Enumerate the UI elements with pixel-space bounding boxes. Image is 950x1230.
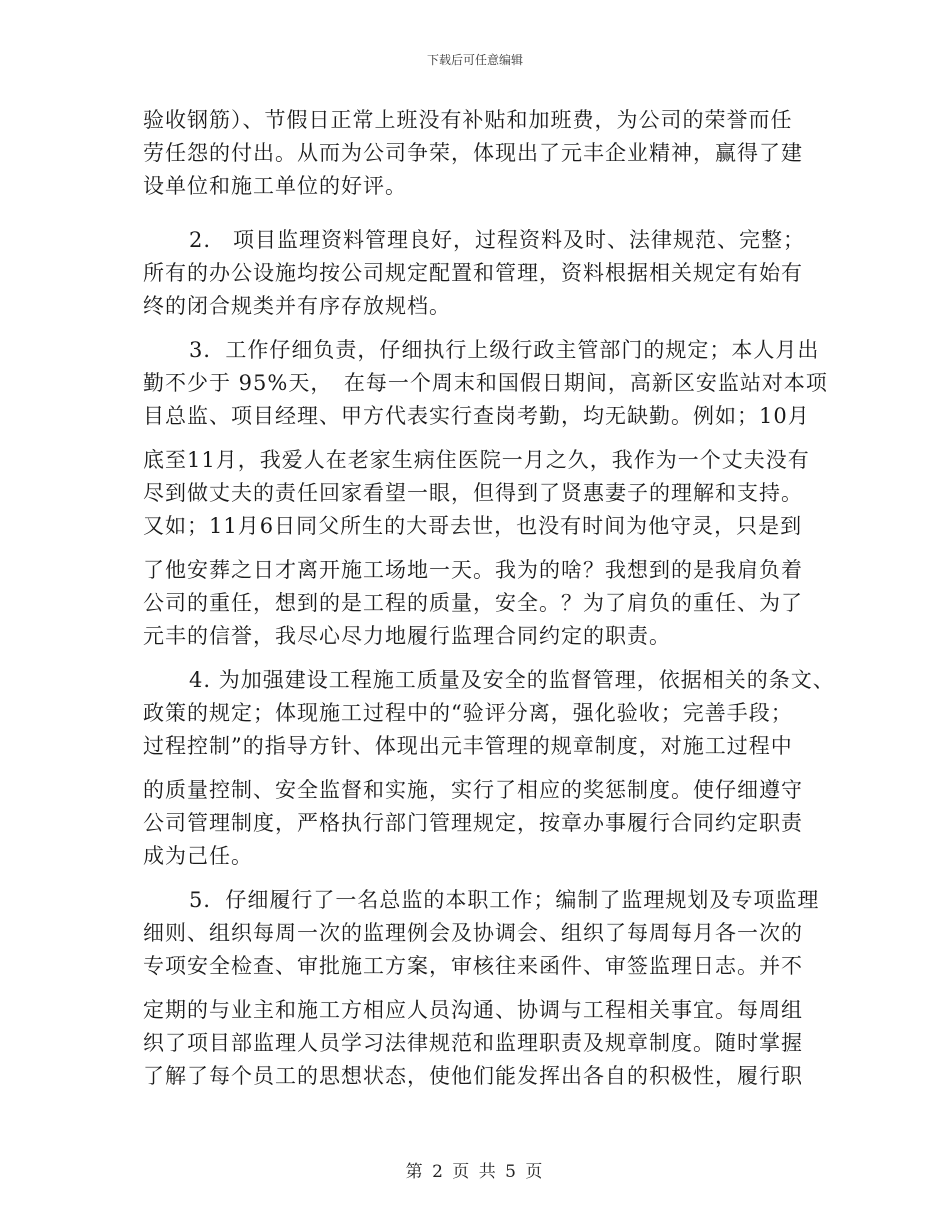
text-line: 5．仔细履行了一名总监的本职工作；编制了监理规划及专项监理 [189, 888, 820, 912]
text-line: 过程控制”的指导方针、体现出元丰管理的规章制度，对施工过程中 [143, 734, 793, 758]
text-line: 公司的重任，想到的是工程的质量，安全。？为了肩负的重任、为了 [143, 591, 803, 615]
text-line: 尽到做丈夫的责任回家看望一眼，但得到了贤惠妻子的理解和支持。 [143, 481, 803, 505]
text-line: 元丰的信誉，我尽心尽力地履行监理合同约定的职责。 [143, 624, 671, 648]
text-line: 专项安全检查、审批施工方案，审核往来函件、审签监理日志。并不 [143, 954, 803, 978]
text-line: 验收钢筋）、节假日正常上班没有补贴和加班费，为公司的荣誉而任 [143, 108, 793, 132]
text-line: 2. 项目监理资料管理良好，过程资料及时、法律规范、完整； [189, 228, 806, 252]
text-line: 成为己任。 [143, 844, 253, 868]
text-line: 4. 为加强建设工程施工质量及安全的监督管理，依据相关的条文、 [189, 668, 835, 692]
text-line: 勤不少于 95%天， 在每一个周末和国假日期间，高新区安监站对本项 [143, 371, 828, 395]
text-line: 终的闭合规类并有序存放规档。 [143, 294, 451, 318]
text-line: 底至11月，我爱人在老家生病住医院一月之久，我作为一个丈夫没有 [143, 448, 810, 472]
page-number-footer: 第 2 页 共 5 页 [405, 1162, 545, 1182]
text-line: 政策的规定；体现施工过程中的“验评分离，强化验收；完善手段； [143, 701, 793, 725]
text-line: 定期的与业主和施工方相应人员沟通、协调与工程相关事宜。每周组 [143, 998, 803, 1022]
text-line: 公司管理制度，严格执行部门管理规定，按章办事履行合同约定职责 [143, 811, 803, 835]
text-line: 劳任怨的付出。从而为公司争荣，体现出了元丰企业精神，赢得了建 [143, 141, 803, 165]
text-line: 细则、组织每周一次的监理例会及协调会、组织了每周每月各一次的 [143, 921, 803, 945]
text-line: 了解了每个员工的思想状态，使他们能发挥出各自的积极性，履行职 [143, 1064, 803, 1088]
text-line: 目总监、项目经理、甲方代表实行查岗考勤，均无缺勤。例如；10月 [143, 404, 810, 428]
text-line: 的质量控制、安全监督和实施，实行了相应的奖惩制度。使仔细遵守 [143, 778, 803, 802]
text-line: 设单位和施工单位的好评。 [143, 174, 407, 198]
text-line: 又如；11月6日同父所生的大哥去世，也没有时间为他守灵，只是到 [143, 514, 803, 538]
text-line: 了他安葬之日才离开施工场地一天。我为的啥？我想到的是我肩负着 [143, 558, 803, 582]
text-line: 所有的办公设施均按公司规定配置和管理，资料根据相关规定有始有 [143, 261, 803, 285]
text-line: 织了项目部监理人员学习法律规范和监理职责及规章制度。随时掌握 [143, 1031, 803, 1055]
text-line: 3．工作仔细负责，仔细执行上级行政主管部门的规定；本人月出 [189, 338, 820, 362]
page-header: 下载后可任意编辑 [426, 53, 523, 67]
